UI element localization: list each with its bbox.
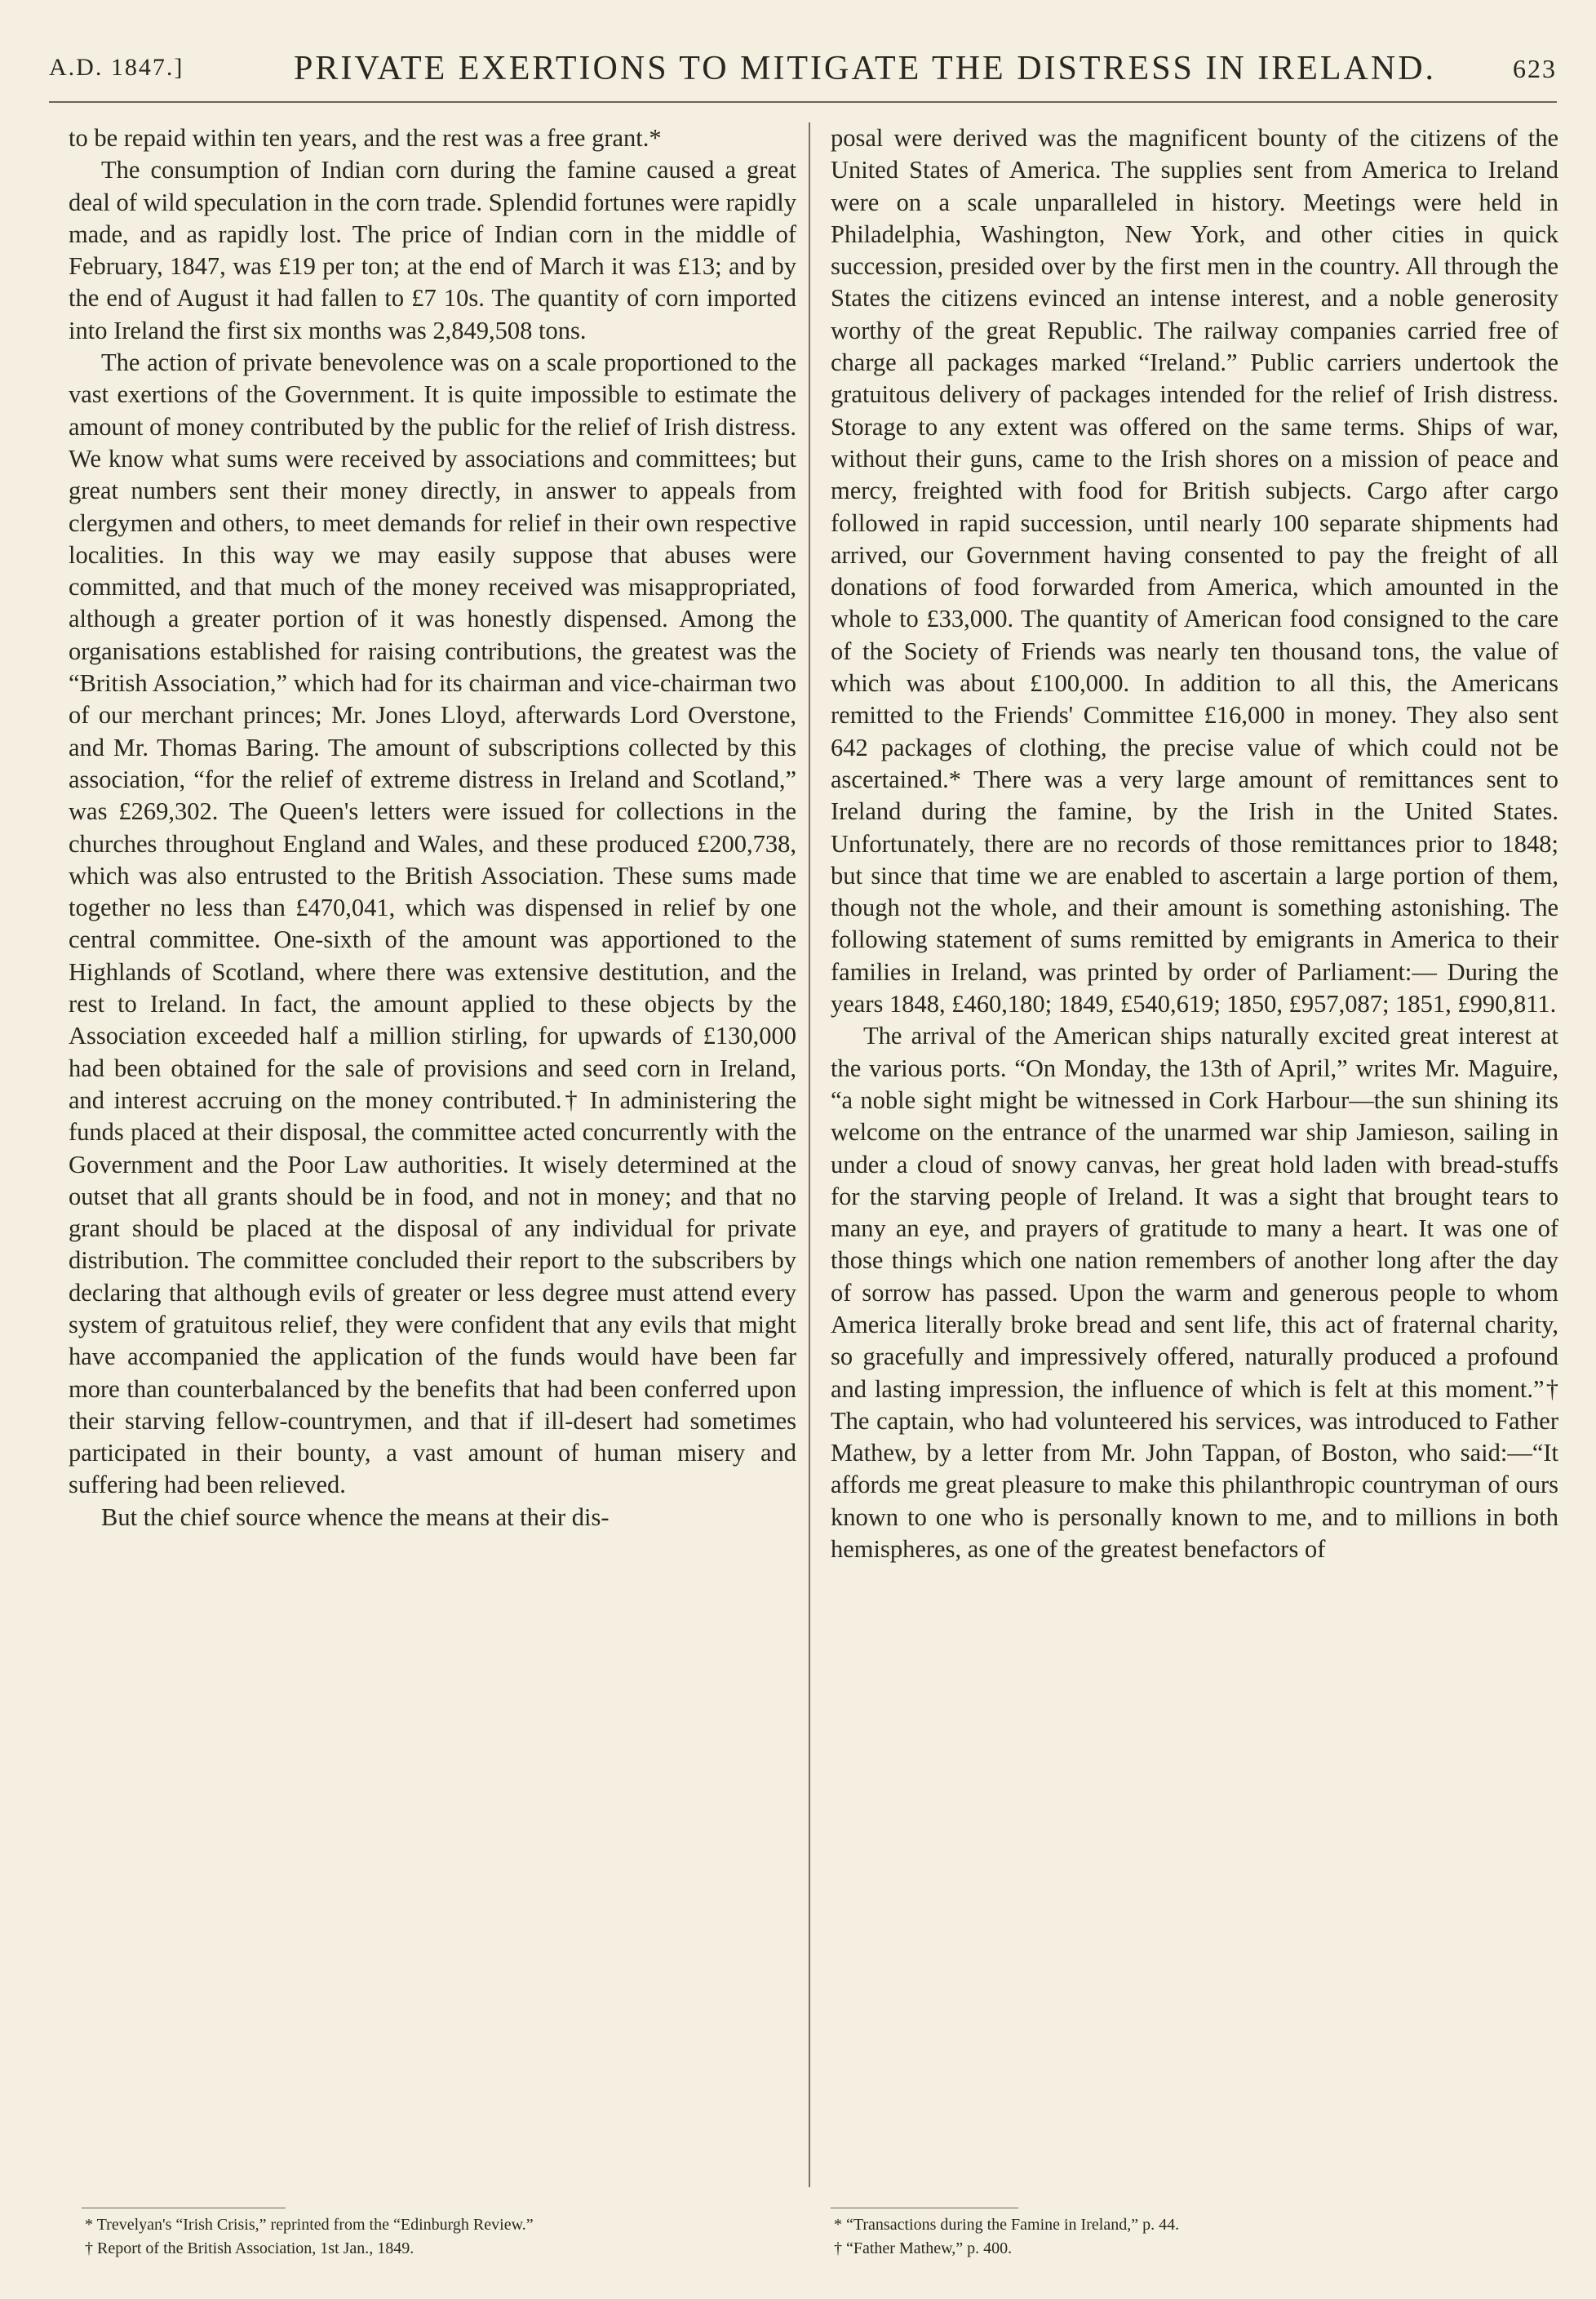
running-head-date: A.D. 1847.] bbox=[49, 54, 184, 81]
footnote: * Trevelyan's “Irish Crisis,” reprinted from the “Edinburgh Review.” bbox=[85, 2216, 534, 2234]
left-footnotes bbox=[85, 2213, 534, 2261]
footnote: † Report of the British Association, 1st Jan., 1849. bbox=[85, 2239, 415, 2257]
paragraph: to be repaid within ten years, and the rest was a free grant.* bbox=[69, 124, 662, 152]
footnote: * “Transactions during the Famine in Ireland,” p. 44. bbox=[834, 2216, 1180, 2234]
column-divider bbox=[809, 122, 810, 2187]
header-rule bbox=[49, 101, 1557, 103]
paragraph: The consumption of Indian corn during the famine caused a great deal of wild speculation in the corn trade. Splendid fortunes were rapidly made, and as rapidly lost. The price of Indian corn in the middle of February, 1847, was £19 per ton; at the end of March it was £13; and by the end of August it had fallen to £7 10s. The quantity of corn imported into Ireland the first six months was 2,849,508 tons. bbox=[69, 156, 796, 344]
running-head-title: PRIVATE EXERTIONS TO MITIGATE THE DISTRESS IN IRELAND. bbox=[294, 50, 1437, 87]
right-footnotes bbox=[834, 2213, 1179, 2261]
paragraph: The arrival of the American ships naturally excited great interest at the various ports. “On Monday, the 13th of April,” writes Mr. Maguire, “a noble sight might be witnessed in Cork Harbour—the sun shining its welcome on the entrance of the unarmed war ship Jamieson, sailing in under a cloud of snowy canvas, her great hold laden with bread-stuffs for the starving people of Ireland. It was a sight that brought tears to many an eye, and prayers of gratitude to many a heart. It was one of those things which one nation remembers of another long after the day of sorrow has passed. Upon the warm and generous people to whom America literally broke bread and sent life, this act of fraternal charity, so gracefully and impressively offered, naturally produced a profound and lasting impression, the influence of which is felt at this moment.”† The captain, who had volunteered his services, was introduced to Father Mathew, by a letter from Mr. John Tappan, of Boston, who said:—“It affords me great pleasure to make this philanthropic countryman of ours known to one who is personally known to me, and to millions in both hemispheres, as one of the greatest benefactors of bbox=[831, 1022, 1558, 1564]
footnote: † “Father Mathew,” p. 400. bbox=[834, 2239, 1013, 2257]
paragraph: But the chief source whence the means at their dis- bbox=[101, 1502, 610, 1531]
right-column bbox=[831, 122, 1558, 1565]
page-number: 623 bbox=[1513, 54, 1557, 83]
left-column bbox=[69, 122, 796, 1533]
running-head bbox=[49, 49, 1557, 95]
paragraph: The action of private benevolence was on a scale proportioned to the vast exertions of the Government. It is quite impossible to estimate the amount of money contributed by the public for the relief of Irish distress. We know what sums were received by associations and committees; but great numbers sent their money directly, in answer to appeals from clergymen and others, to meet demands for relief in their own respective localities. In this way we may easily suppose that abuses were committed, and that much of the money received was misappropriated, although a greater portion of it was honestly dispensed. Among the organisations established for raising contributions, the greatest was the “British Association,” which had for its chairman and vice-chairman two of our merchant princes; Mr. Jones Lloyd, afterwards Lord Overstone, and Mr. Thomas Baring. The amount of subscriptions collected by this association, “for the relief of extreme distress in Ireland and Scotland,” was £269,302. The Queen's letters were issued for collections in the churches throughout England and Wales, and these produced £200,738, which was also entrusted to the British Association. These sums made together no less than £470,041, which was dispensed in relief by one central committee. One-sixth of the amount was apportioned to the Highlands of Scotland, where there was extensive destitution, and the rest to Ireland. In fact, the amount applied to these objects by the Association exceeded half a million stirling, for upwards of £130,000 had been obtained for the sale of provisions and seed corn in Ireland, and interest accruing on the money contributed.† In administering the funds placed at their disposal, the committee acted concurrently with the Government and the Poor Law authorities. It wisely determined at the outset that all grants should be in food, and not in money; and that no grant should be placed at the disposal of any individual for private distribution. The committee concluded their report to the subscribers by declaring that although evils of greater or less degree must attend every system of gratuitous relief, they were confident that any evils that might have accompanied the application of the funds would have been far more than counterbalanced by the benefits that had been conferred upon their starving fellow-countrymen, and that if ill-desert had sometimes participated in their bounty, a vast amount of human misery and suffering had been relieved. bbox=[69, 348, 796, 1499]
paragraph: posal were derived was the magnificent bounty of the citizens of the United States of America. The supplies sent from America to Ireland were on a scale unparalleled in history. Meetings were held in Philadelphia, Washington, New York, and other cities in quick succession, presided over by the first men in the country. All through the States the citizens evinced an intense interest, and a noble generosity worthy of the great Republic. The railway companies carried free of charge all packages marked “Ireland.” Public carriers undertook the gratuitous delivery of packages intended for the relief of Irish distress. Storage to any extent was offered on the same terms. Ships of war, without their guns, came to the Irish shores on a mission of peace and mercy, freighted with food for British subjects. Cargo after cargo followed in rapid succession, until nearly 100 separate shipments had arrived, our Government having consented to pay the freight of all donations of food forwarded from America, which amounted in the whole to £33,000. The quantity of American food consigned to the care of the Society of Friends was nearly ten thousand tons, the value of which was about £100,000. In addition to all this, the Americans remitted to the Friends' Committee £16,000 in money. They also sent 642 packages of clothing, the precise value of which could not be ascertained.* There was a very large amount of remittances sent to Ireland during the famine, by the Irish in the United States. Unfortunately, there are no records of those remittances prior to 1848; but since that time we are enabled to ascertain a large portion of them, though not the whole, and their amount is something astonishing. The following statement of sums remitted by emigrants in America to their families in Ireland, was printed by order of Parliament:— During the years 1848, £460,180; 1849, £540,619; 1850, £957,087; 1851, £990,811. bbox=[831, 124, 1558, 1019]
